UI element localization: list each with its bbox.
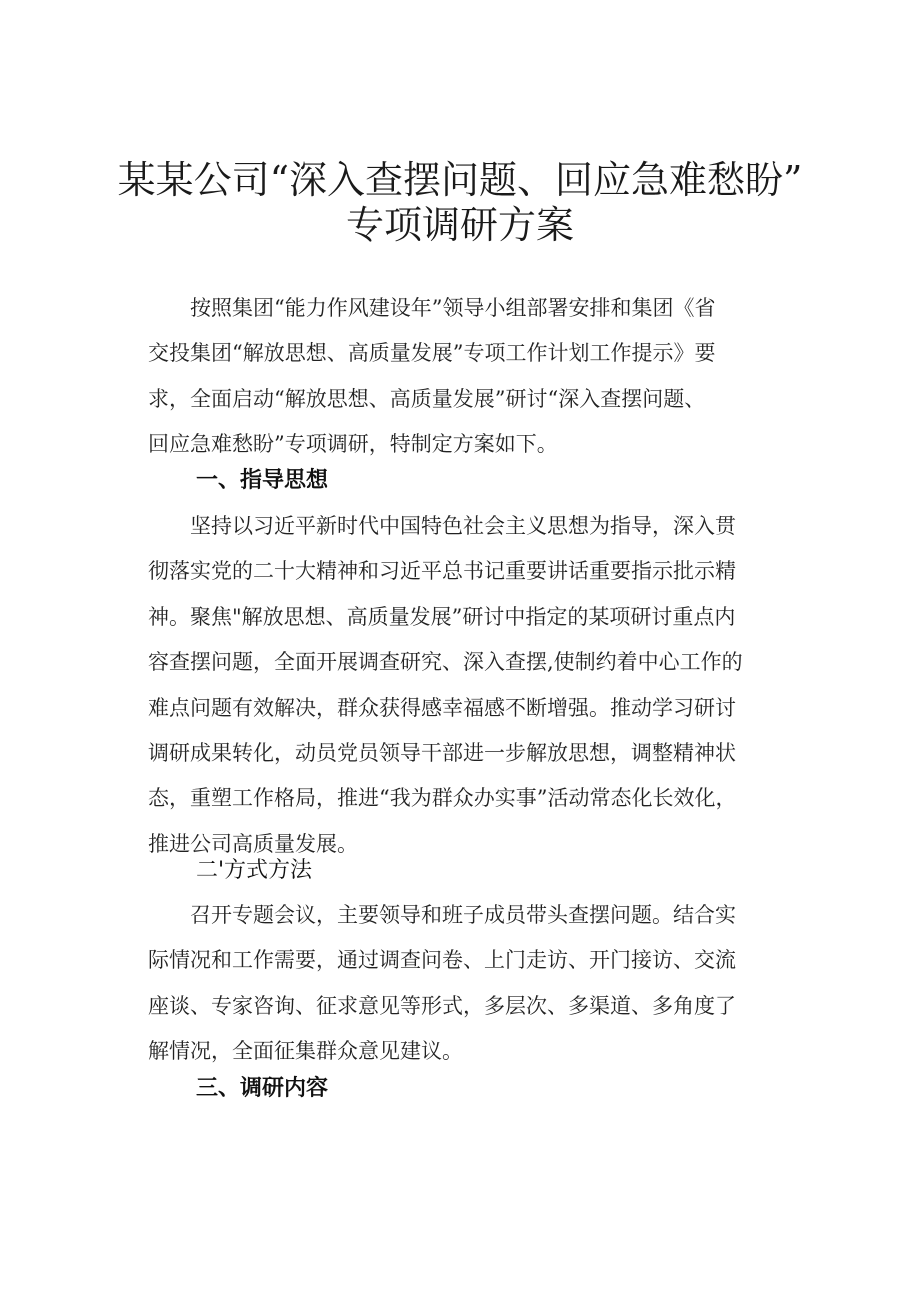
section1-line: 彻落实党的二十大精神和习近平总书记重要讲话重要指示批示精	[148, 559, 736, 584]
section1-line: 态，重塑工作格局，推进“我为群众办实事”活动常态化长效化，	[148, 786, 737, 811]
intro-line: 求，全面启动“解放思想、高质量发展”研讨“深入查摆问题、	[148, 386, 706, 411]
document-title-line-2: 专项调研方案	[345, 203, 574, 247]
section1-line: 难点问题有效解决，群众获得感幸福感不断增强。推动学习研讨	[148, 695, 736, 720]
section2-line: 解情况，全面征集群众意见建议。	[148, 1039, 463, 1064]
section1-line: 坚持以习近平新时代中国特色社会主义思想为指导，深入贯	[148, 514, 736, 538]
intro-line: 按照集团“能力作风建设年”领导小组部署安排和集团《省	[148, 296, 716, 320]
section-heading-research-content: 三、调研内容	[196, 1076, 329, 1101]
intro-line: 交投集团“解放思想、高质量发展”专项工作计划工作提示》要	[148, 341, 716, 366]
document-title-line-1: 某某公司“深入查摆问题、回应急难愁盼”	[117, 158, 803, 202]
section1-paragraph	[148, 504, 812, 867]
intro-line: 回应急难愁盼”专项调研，特制定方案如下。	[148, 432, 558, 457]
section1-line: 推进公司高质量发展。	[148, 831, 358, 856]
section2-line: 际情况和工作需要，通过调查问卷、上门走访、开门接访、交流	[148, 948, 736, 973]
intro-paragraph	[148, 286, 812, 468]
section2-paragraph	[148, 893, 812, 1075]
section2-line: 座谈、专家咨询、征求意见等形式，多层次、多渠道、多角度了	[148, 993, 736, 1018]
section1-line: 容查摆问题，全面开展调查研究、深入查摆,使制约着中心工作的	[148, 650, 743, 675]
section2-line: 召开专题会议，主要领导和班子成员带头查摆问题。结合实	[148, 903, 736, 927]
section1-line: 神。聚焦"解放思想、高质量发展”研讨中指定的某项研讨重点内	[148, 604, 736, 629]
section-heading-guiding-ideology: 一、指导思想	[196, 468, 329, 493]
section1-line: 调研成果转化，动员党员领导干部进一步解放思想，调整精神状	[148, 740, 736, 765]
section-heading-methods: 二'方式方法	[196, 858, 313, 883]
